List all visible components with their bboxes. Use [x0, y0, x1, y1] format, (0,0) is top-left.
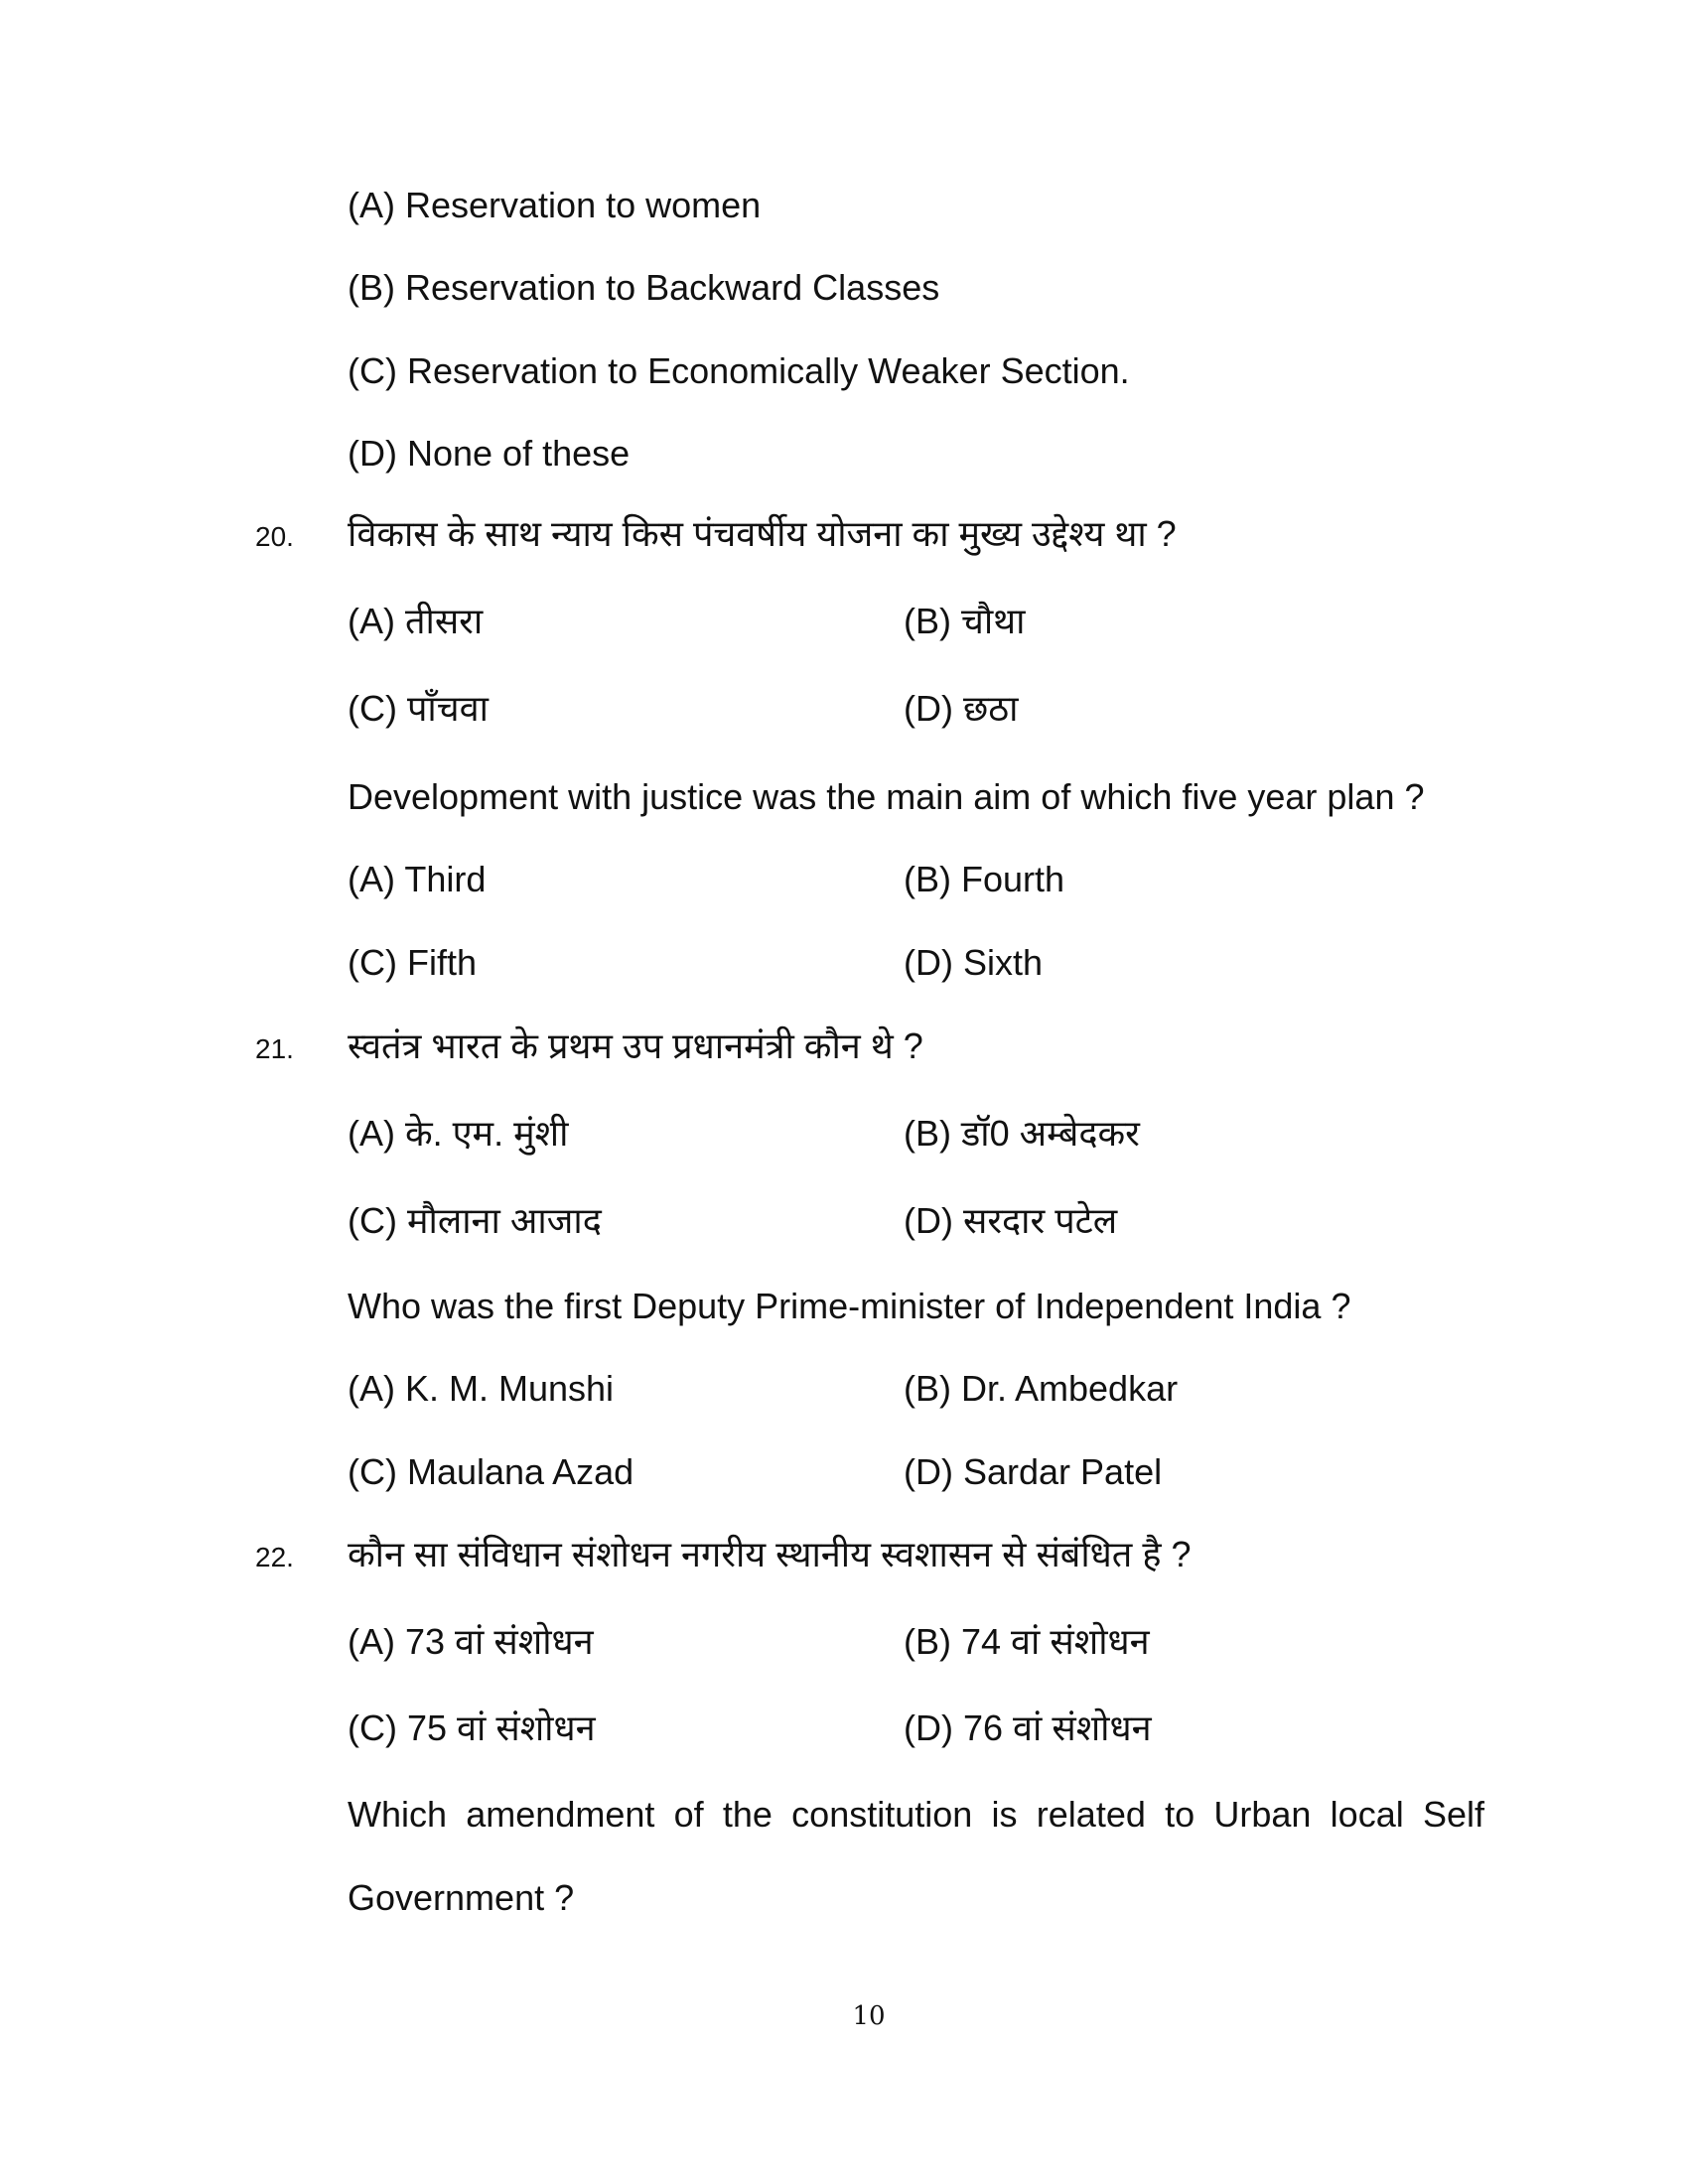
option-english-c: (C) Maulana Azad [348, 1451, 634, 1492]
question-number: 21. [255, 1033, 294, 1064]
option-hindi-c: (C) पाँचवा [348, 688, 489, 729]
question-english-line1: Which amendment of the constitution is related to Urban local Self [348, 1794, 1484, 1835]
prev-option-a: (A) Reservation to women [348, 185, 762, 225]
option-english-b: (B) Dr. Ambedkar [904, 1368, 1179, 1409]
option-english-a: (A) K. M. Munshi [348, 1368, 615, 1409]
option-english-a: (A) Third [348, 859, 487, 899]
option-english-d: (D) Sardar Patel [904, 1451, 1163, 1492]
option-hindi-d: (D) सरदार पटेल [904, 1200, 1118, 1241]
question-hindi: विकास के साथ न्याय किस पंचवर्षीय योजना का मुख्य उद्देश्य था ? [348, 513, 1177, 554]
prev-option-d: (D) None of these [348, 433, 631, 474]
prev-option-c: (C) Reservation to Economically Weaker Section. [348, 350, 1130, 391]
option-hindi-a: (A) के. एम. मुंशी [348, 1113, 569, 1154]
option-hindi-a: (A) 73 वां संशोधन [348, 1621, 594, 1662]
question-hindi: कौन सा संविधान संशोधन नगरीय स्थानीय स्वशासन से संबंधित है ? [348, 1534, 1192, 1574]
option-english-b: (B) Fourth [904, 859, 1065, 899]
page-number: 10 [852, 2001, 886, 2031]
option-hindi-a: (A) तीसरा [348, 601, 484, 641]
question-number: 22. [255, 1542, 294, 1572]
option-hindi-c: (C) मौलाना आजाद [348, 1200, 602, 1241]
option-hindi-b: (B) 74 वां संशोधन [904, 1621, 1150, 1662]
prev-option-b: (B) Reservation to Backward Classes [348, 267, 940, 308]
option-hindi-c: (C) 75 वां संशोधन [348, 1707, 596, 1748]
question-english: Development with justice was the main aim of which five year plan ? [348, 776, 1425, 817]
question-english: Who was the first Deputy Prime-minister of Independent India ? [348, 1286, 1351, 1326]
option-hindi-b: (B) चौथा [904, 601, 1026, 641]
question-hindi: स्वतंत्र भारत के प्रथम उप प्रधानमंत्री कौन थे ? [348, 1025, 923, 1066]
option-hindi-d: (D) 76 वां संशोधन [904, 1707, 1152, 1748]
option-hindi-b: (B) डॉ0 अम्बेदकर [904, 1113, 1140, 1154]
option-english-c: (C) Fifth [348, 942, 477, 983]
question-english-line2: Government ? [348, 1877, 575, 1918]
option-english-d: (D) Sixth [904, 942, 1044, 983]
question-number: 20. [255, 521, 294, 552]
option-hindi-d: (D) छठा [904, 688, 1019, 729]
